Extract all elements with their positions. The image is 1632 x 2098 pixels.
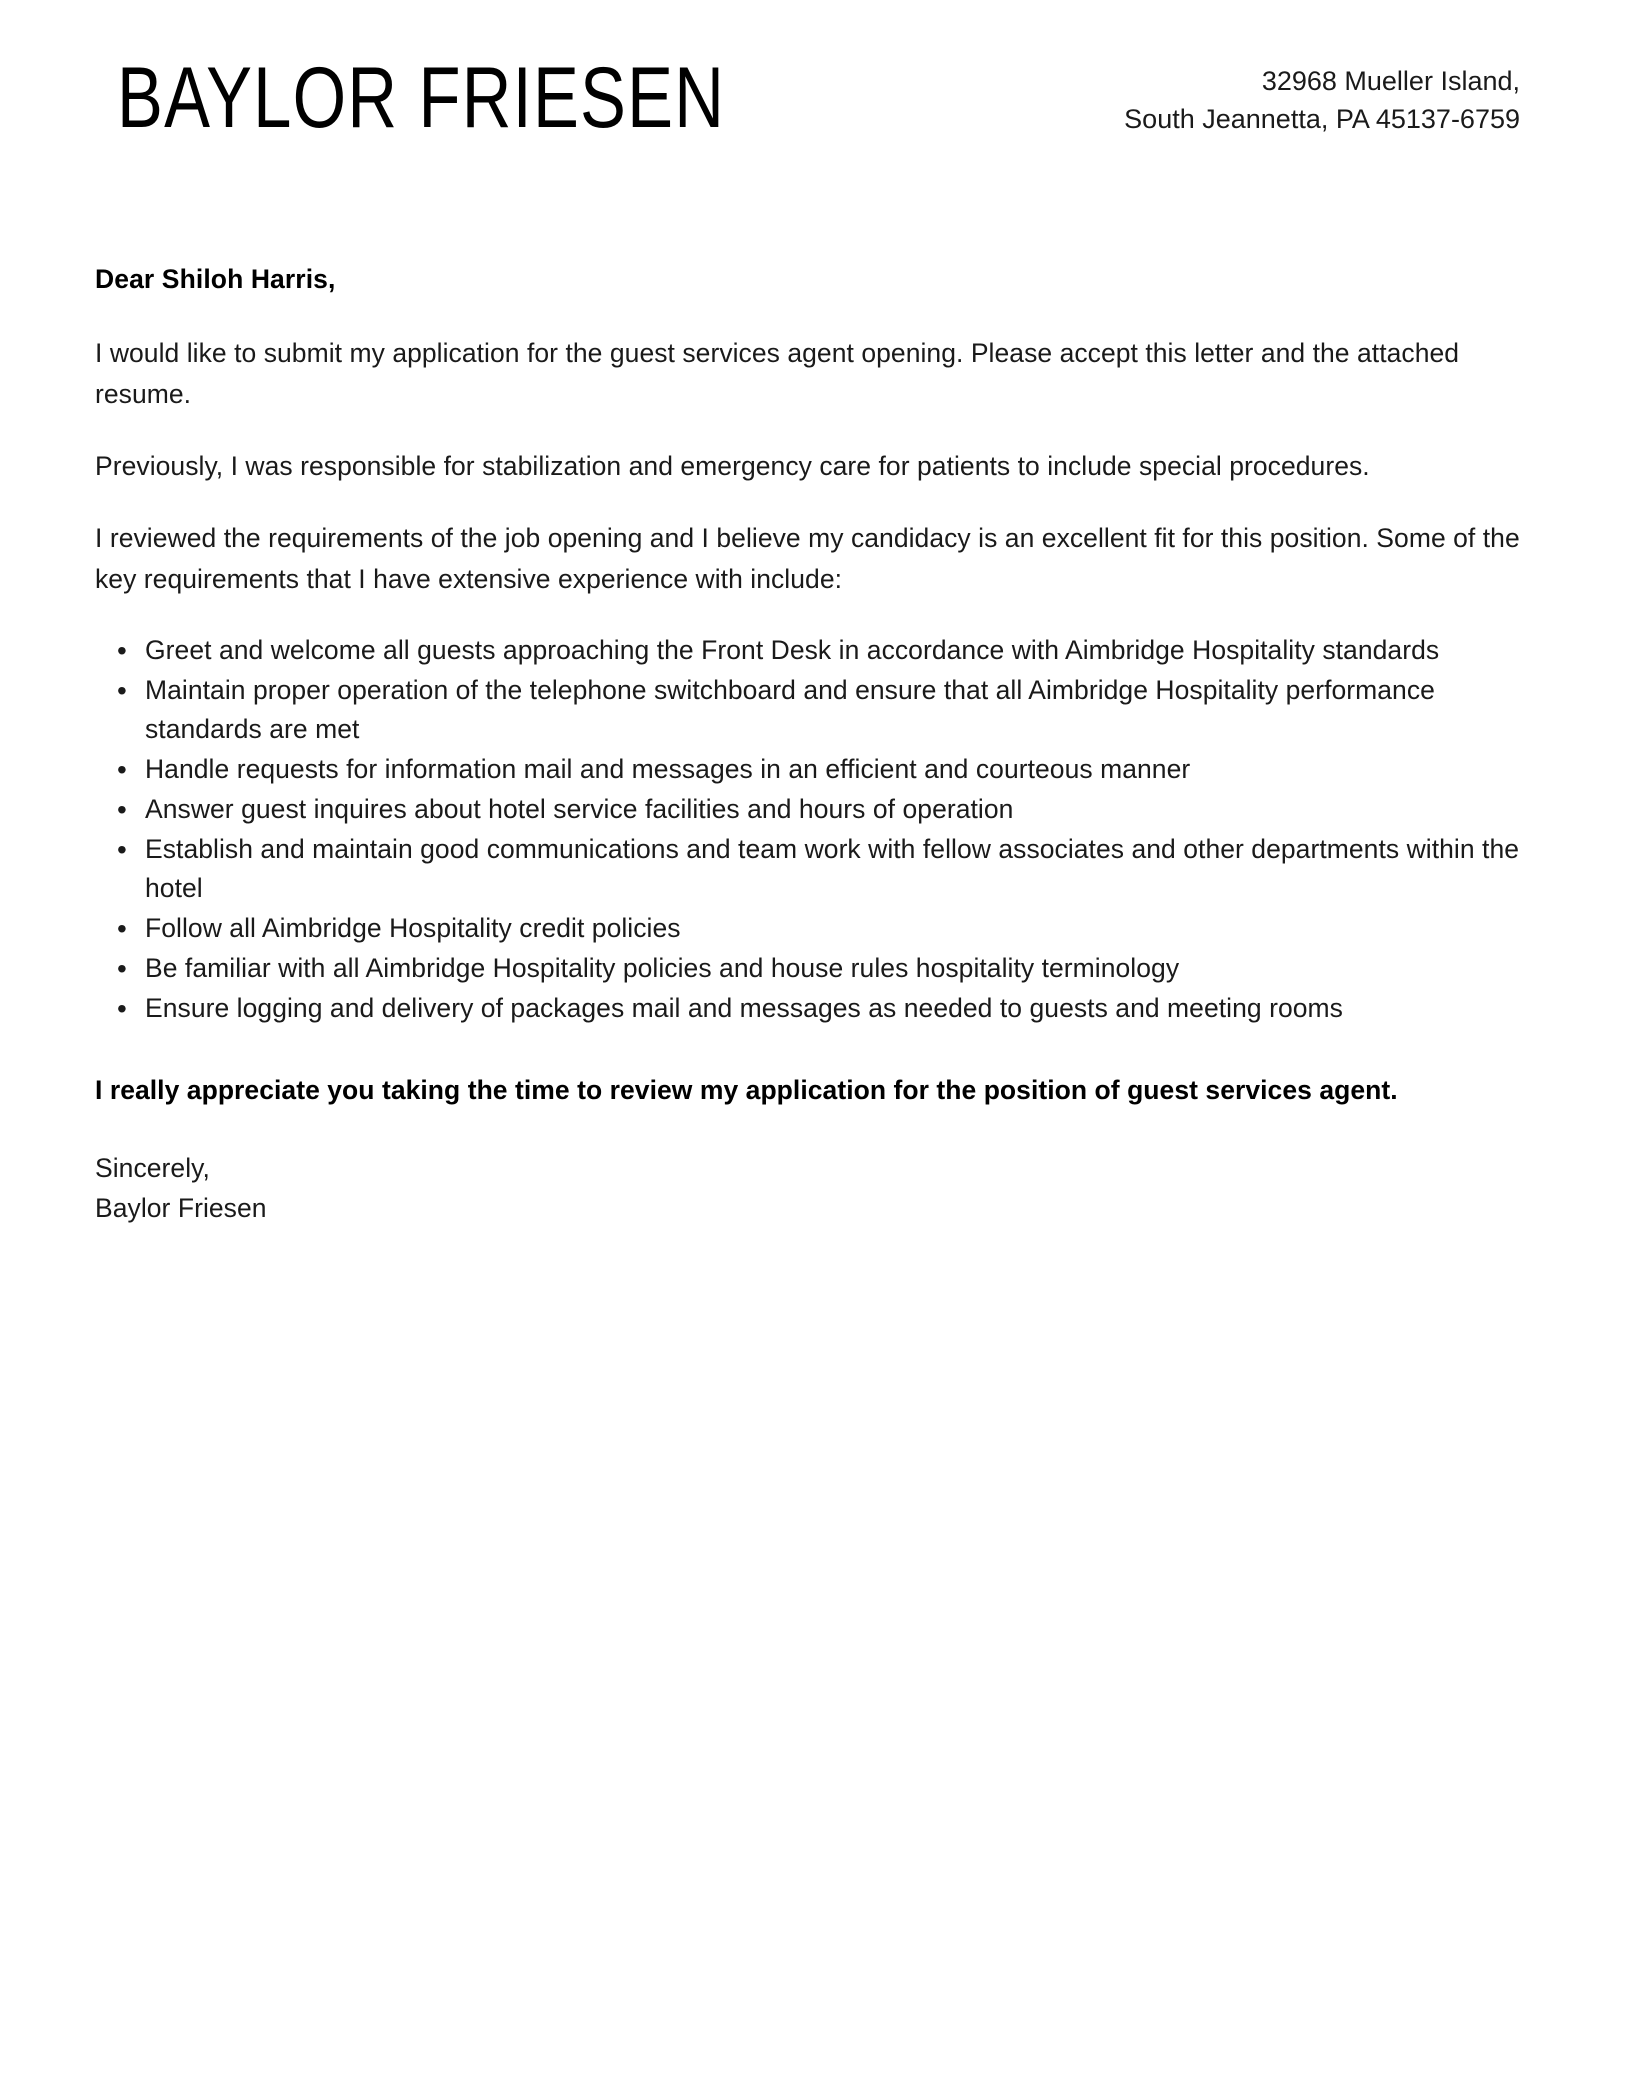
address-line-1: 32968 Mueller Island, <box>1261 66 1520 96</box>
list-item: • Greet and welcome all guests approaching the Front Desk in accordance with Aimbridge Hospitality standards <box>95 631 1527 671</box>
list-item: • Answer guest inquires about hotel service facilities and hours of operation <box>95 790 1527 830</box>
list-item: • Be familiar with all Aimbridge Hospitality policies and house rules hospitality terminology <box>95 949 1527 989</box>
signature-name: Baylor Friesen <box>95 1192 267 1223</box>
address-line-2: South Jeannetta, PA 45137-6759 <box>1124 104 1520 135</box>
list-item: • Maintain proper operation of the telephone switchboard and ensure that all Aimbridge Hospitality performance standards are met <box>95 671 1527 751</box>
paragraph-requirements-lead: I reviewed the requirements of the job opening and I believe my candidacy is an excellent fit for this position. Some of the key requirements that I have extensive experience with include: <box>95 523 1520 594</box>
paragraph-experience: Previously, I was responsible for stabilization and emergency care for patients to include special procedures. <box>95 450 1370 481</box>
list-item: • Handle requests for information mail and messages in an efficient and courteous manner <box>95 750 1527 790</box>
signoff-line: Sincerely, <box>95 1153 210 1184</box>
applicant-name: BAYLOR FRIESEN <box>117 50 726 146</box>
closing-statement: I really appreciate you taking the time to review my application for the position of guest services agent. <box>95 1075 1398 1106</box>
salutation: Dear Shiloh Harris, <box>95 264 336 294</box>
letter-body <box>95 262 1527 1229</box>
applicant-address <box>1124 48 1520 139</box>
signature-block <box>95 1149 1527 1229</box>
list-item: • Follow all Aimbridge Hospitality credit policies <box>95 909 1527 949</box>
letter-header <box>95 48 1520 146</box>
paragraph-intro: I would like to submit my application for the guest services agent opening. Please accept this letter and the attached resume. <box>95 338 1460 409</box>
list-item: • Establish and maintain good communications and team work with fellow associates and other departments within the hotel <box>95 830 1527 910</box>
requirements-list <box>95 631 1527 1029</box>
list-item: • Ensure logging and delivery of packages mail and messages as needed to guests and meeting rooms <box>95 989 1527 1029</box>
